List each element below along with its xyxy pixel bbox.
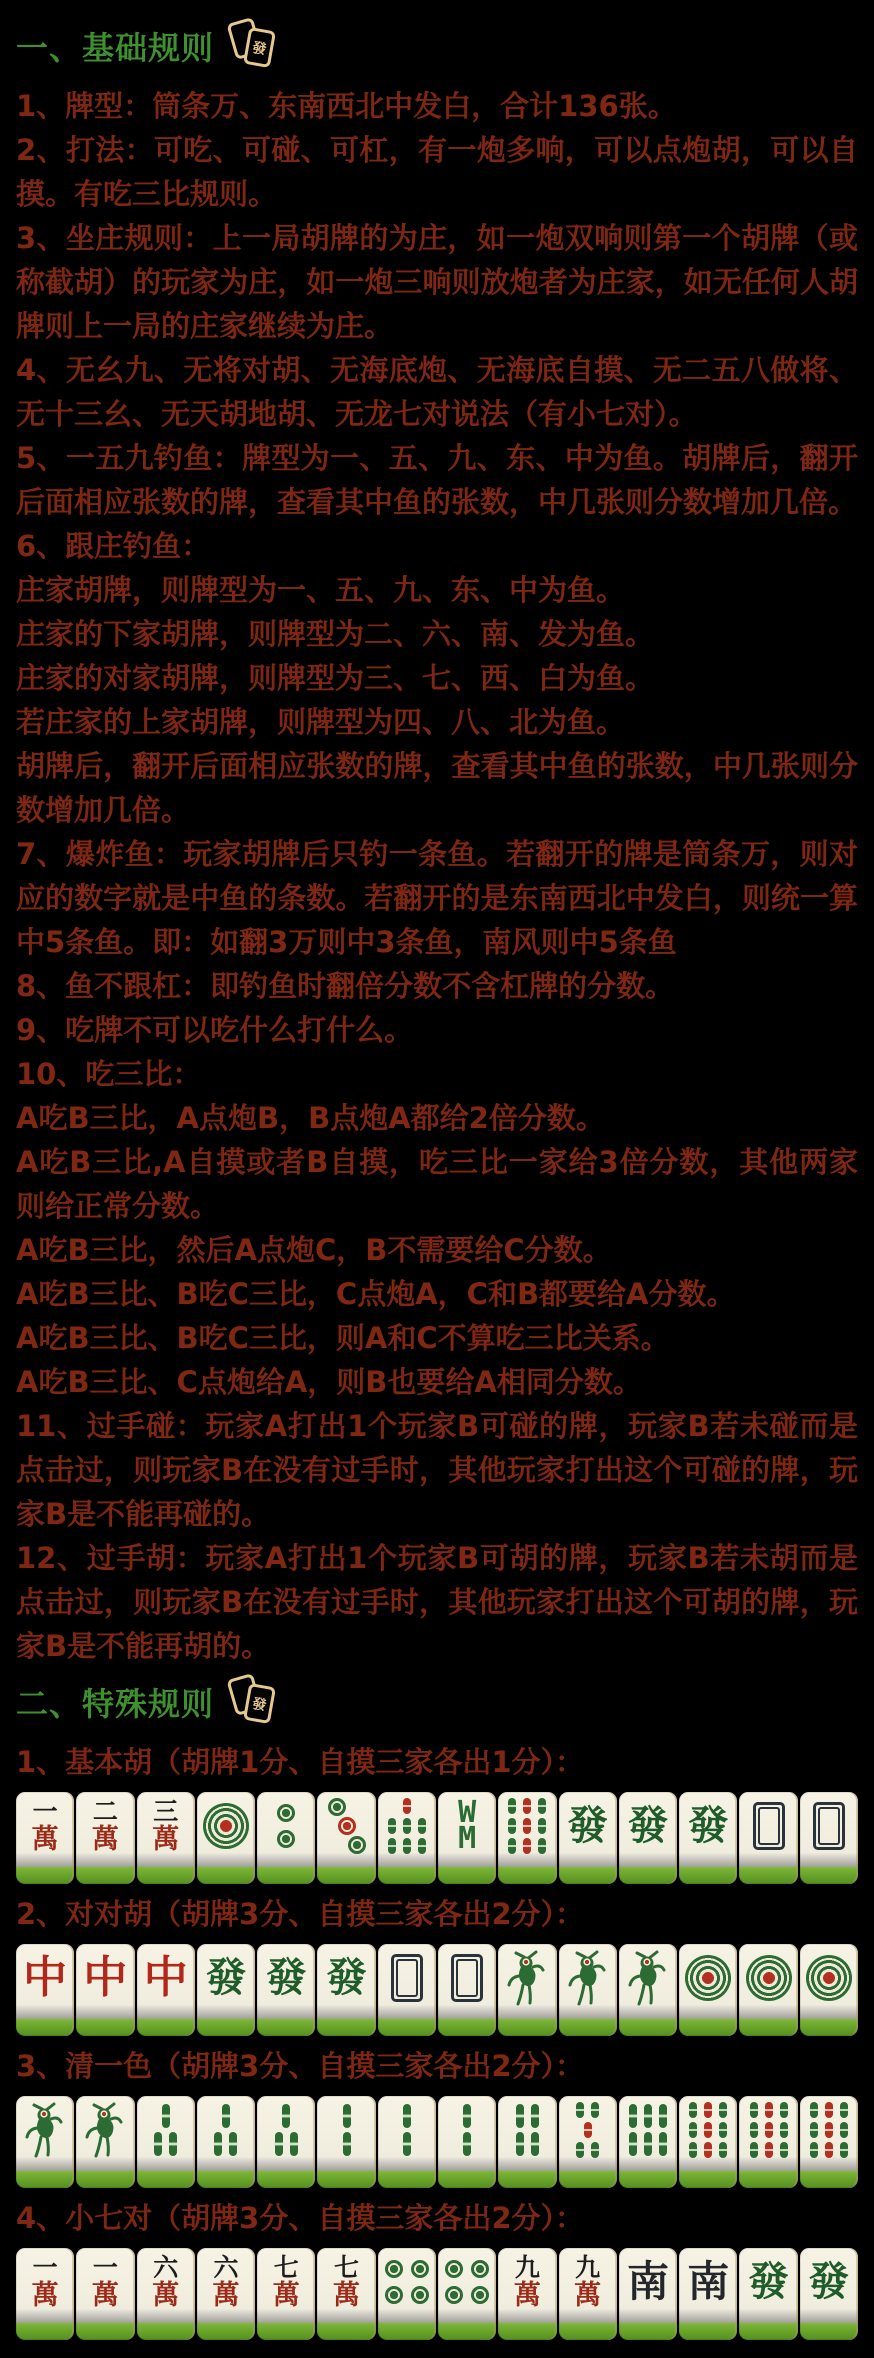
mahjong-tile-nan: 南	[679, 2248, 737, 2340]
mahjong-tile-s1	[619, 1944, 677, 2036]
mahjong-tile-zh: 中	[16, 1944, 74, 2036]
hand-label: 3、清一色（胡牌3分、自摸三家各出2分）：	[16, 2049, 585, 2083]
rule-paragraph: 1、牌型：筒条万、东南西北中发白，合计136张。	[16, 89, 677, 123]
mahjong-tile-bai	[739, 1792, 797, 1884]
tile-row	[16, 1792, 858, 1884]
mahjong-tile-pair-icon	[228, 1674, 282, 1730]
mahjong-tile-s3	[257, 2096, 315, 2188]
mahjong-tile-w1: 一 萬	[16, 1792, 74, 1884]
rule-paragraph: 11、过手碰：玩家A打出1个玩家B可碰的牌，玩家B若未碰而是点击过，则玩家B在没有过手时，其他玩家打出这个可碰的牌，玩家B是不能再碰的。	[16, 1409, 858, 1531]
mahjong-tile-w6: 六 萬	[137, 2248, 195, 2340]
mahjong-tile-w1: 一 萬	[76, 2248, 134, 2340]
rule-paragraph: 2、打法：可吃、可碰、可杠，有一炮多响，可以点炮胡，可以自摸。有吃三比规则。	[16, 133, 858, 211]
mahjong-tile-t1	[800, 1944, 858, 2036]
rule-paragraph: A吃B三比,A自摸或者B自摸，吃三比一家给3倍分数，其他两家则给正常分数。	[16, 1145, 858, 1223]
mahjong-tile-w1: 一 萬	[16, 2248, 74, 2340]
mahjong-tile-s1	[559, 1944, 617, 2036]
rule-paragraph: A吃B三比，然后A点炮C，B不需要给C分数。	[16, 1233, 612, 1267]
mahjong-tile-fa: 發	[619, 1792, 677, 1884]
mahjong-tile-fa: 發	[739, 2248, 797, 2340]
mini-tile-fa-glyph: 發	[251, 1695, 268, 1714]
mahjong-tile-s7	[378, 1792, 436, 1884]
mahjong-tile-w6: 六 萬	[197, 2248, 255, 2340]
mahjong-tile-zh: 中	[76, 1944, 134, 2036]
mahjong-tile-s1	[16, 2096, 74, 2188]
rule-paragraph: 若庄家的上家胡牌，则牌型为四、八、北为鱼。	[16, 705, 626, 739]
rule-paragraph: 8、鱼不跟杠：即钓鱼时翻倍分数不含杠牌的分数。	[16, 969, 675, 1003]
mahjong-tile-fa: 發	[559, 1792, 617, 1884]
mahjong-tile-t1	[739, 1944, 797, 2036]
mahjong-tile-t4	[438, 2248, 496, 2340]
special-hands	[16, 1740, 858, 2340]
hand-label: 2、对对胡（胡牌3分、自摸三家各出2分）：	[16, 1897, 585, 1931]
rule-paragraph: A吃B三比、B吃C三比，C点炮A，C和B都要给A分数。	[16, 1277, 736, 1311]
mahjong-tile-bai	[378, 1944, 436, 2036]
tile-row	[16, 2096, 858, 2188]
mahjong-tile-s4	[498, 2096, 556, 2188]
rule-paragraph: 4、无幺九、无将对胡、无海底炮、无海底自摸、无二五八做将、无十三幺、无天胡地胡、无龙七对说法（有小七对）。	[16, 353, 858, 431]
mahjong-tile-s6	[619, 2096, 677, 2188]
tile-row	[16, 2248, 858, 2340]
rule-paragraph: 12、过手胡：玩家A打出1个玩家B可胡的牌，玩家B若未胡而是点击过，则玩家B在没有过手时，其他玩家打出这个可胡的牌，玩家B是不能再胡的。	[16, 1541, 858, 1663]
mahjong-tile-fa: 發	[257, 1944, 315, 2036]
section-special-title: 二、特殊规则	[16, 1685, 215, 1723]
mahjong-tile-t1	[197, 1792, 255, 1884]
mahjong-tile-s9	[800, 2096, 858, 2188]
mahjong-tile-s2	[317, 2096, 375, 2188]
rule-paragraph: 10、吃三比：	[16, 1057, 202, 1091]
mahjong-tile-w9: 九 萬	[498, 2248, 556, 2340]
mahjong-tile-s1	[498, 1944, 556, 2036]
mahjong-tile-bai	[800, 1792, 858, 1884]
mahjong-tile-s9	[679, 2096, 737, 2188]
mahjong-tile-s3	[197, 2096, 255, 2188]
mahjong-tile-fa: 發	[317, 1944, 375, 2036]
rule-paragraph: A吃B三比、C点炮给A，则B也要给A相同分数。	[16, 1365, 642, 1399]
mahjong-tile-fa: 發	[679, 1792, 737, 1884]
mahjong-tile-s1	[76, 2096, 134, 2188]
mahjong-tile-w3: 三 萬	[137, 1792, 195, 1884]
mahjong-tile-s2	[378, 2096, 436, 2188]
mahjong-tile-nan: 南	[619, 2248, 677, 2340]
mahjong-tile-s9	[498, 1792, 556, 1884]
mahjong-tile-bai	[438, 1944, 496, 2036]
mini-tile-fa-glyph: 發	[251, 39, 268, 58]
mahjong-tile-t2	[257, 1792, 315, 1884]
mahjong-tile-fa: 發	[197, 1944, 255, 2036]
mahjong-tile-w2: 二 萬	[76, 1792, 134, 1884]
rule-paragraph: A吃B三比，A点炮B，B点炮A都给2倍分数。	[16, 1101, 605, 1135]
mini-tile-front	[243, 27, 276, 68]
rule-paragraph: 庄家的对家胡牌，则牌型为三、七、西、白为鱼。	[16, 661, 655, 695]
basic-rules-list	[16, 84, 858, 1668]
rule-paragraph: 庄家的下家胡牌，则牌型为二、六、南、发为鱼。	[16, 617, 655, 651]
mahjong-tile-t3	[317, 1792, 375, 1884]
mahjong-tile-w7: 七 萬	[317, 2248, 375, 2340]
rule-paragraph: 胡牌后，翻开后面相应张数的牌，查看其中鱼的张数，中几张则分数增加几倍。	[16, 749, 858, 827]
mahjong-tile-s9	[739, 2096, 797, 2188]
mahjong-tile-s5	[559, 2096, 617, 2188]
mahjong-tile-zh: 中	[137, 1944, 195, 2036]
section-basic-heading	[16, 18, 858, 74]
rule-paragraph: 7、爆炸鱼：玩家胡牌后只钓一条鱼。若翻开的牌是筒条万，则对应的数字就是中鱼的条数。若翻开的是东南西北中发白，则统一算中5条鱼。即：如翻3万则中3条鱼，南风则中5条鱼	[16, 837, 858, 959]
mahjong-tile-pair-icon	[228, 18, 282, 74]
tile-row	[16, 1944, 858, 2036]
rule-paragraph: 9、吃牌不可以吃什么打什么。	[16, 1013, 414, 1047]
rule-paragraph: 6、跟庄钓鱼：	[16, 529, 211, 563]
mahjong-tile-t4	[378, 2248, 436, 2340]
mahjong-tile-w9: 九 萬	[559, 2248, 617, 2340]
mahjong-tile-s3	[137, 2096, 195, 2188]
mahjong-tile-fa: 發	[800, 2248, 858, 2340]
mahjong-tile-t1	[679, 1944, 737, 2036]
rule-paragraph: 5、一五九钓鱼：牌型为一、五、九、东、中为鱼。胡牌后，翻开后面相应张数的牌，查看其中鱼的张数，中几张则分数增加几倍。	[16, 441, 858, 519]
hand-label: 1、基本胡（胡牌1分、自摸三家各出1分）：	[16, 1745, 585, 1779]
section-basic-title: 一、基础规则	[16, 29, 215, 67]
mahjong-tile-s8: W M	[438, 1792, 496, 1884]
section-special-heading	[16, 1674, 858, 1730]
rule-paragraph: 3、坐庄规则：上一局胡牌的为庄，如一炮双响则第一个胡牌（或称截胡）的玩家为庄，如一炮三响则放炮者为庄家，如无任何人胡牌则上一局的庄家继续为庄。	[16, 221, 858, 343]
mahjong-tile-w7: 七 萬	[257, 2248, 315, 2340]
mahjong-tile-s2	[438, 2096, 496, 2188]
rule-paragraph: A吃B三比、B吃C三比，则A和C不算吃三比关系。	[16, 1321, 670, 1355]
mini-tile-front	[243, 1683, 276, 1724]
rule-paragraph: 庄家胡牌，则牌型为一、五、九、东、中为鱼。	[16, 573, 626, 607]
hand-label: 4、小七对（胡牌3分、自摸三家各出2分）：	[16, 2201, 585, 2235]
